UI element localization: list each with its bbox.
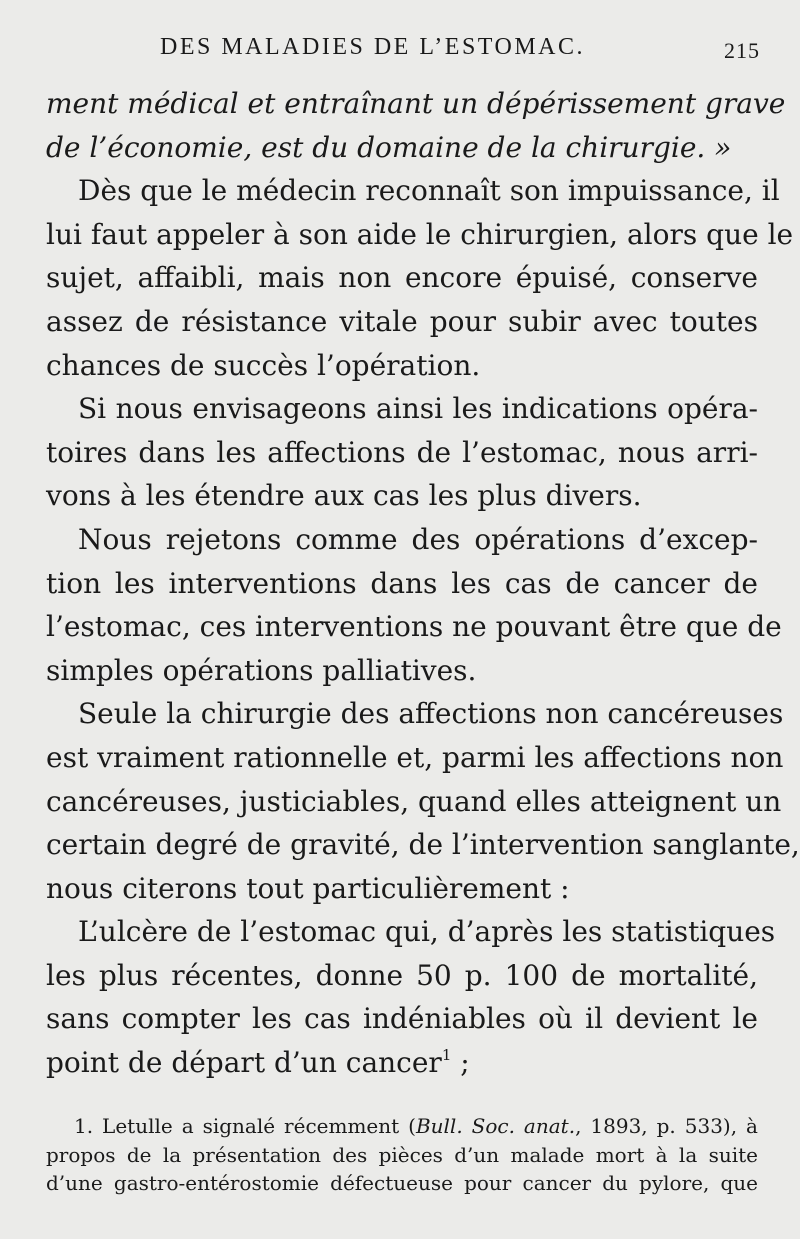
text-line: certain degré de gravité, de l’intervention sanglante, [46, 828, 800, 862]
footnote-line: propos de la présentation des pièces d’un malade mort à la suite [46, 1142, 758, 1167]
page-header [160, 34, 760, 64]
text-line: assez de résistance vitale pour subir avec toutes [46, 304, 758, 338]
footnote-line [46, 1112, 758, 1141]
text-line: L’ulcère de l’estomac qui, d’après les statistiques [78, 915, 776, 949]
text-line: de l’économie, est du domaine de la chirurgie. » [46, 130, 732, 164]
text-line: ment médical et entraînant un dépérissement grave [46, 87, 786, 120]
text-line: Seule la chirurgie des affections non cancéreuses [78, 697, 784, 731]
page-number: 215 [724, 38, 760, 63]
text-line: tion les interventions dans les cas de cancer de [46, 566, 758, 600]
text-line: sans compter les cas indéniables où il devient le [46, 1002, 758, 1036]
footnote-citation: Bull. Soc. anat. [415, 1114, 576, 1138]
text-line: nous citerons tout particulièrement : [46, 871, 570, 905]
text-line: chances de succès l’opération. [46, 348, 481, 382]
text-line: Dès que le médecin reconnaît son impuissance, il [78, 174, 780, 208]
text-line: lui faut appeler à son aide le chirurgien, alors que le [46, 217, 794, 251]
text-line: Si nous envisageons ainsi les indications opéra- [78, 392, 758, 426]
text-line: toires dans les affections de l’estomac, nous arri- [46, 435, 758, 469]
footnote-text: , 1893, p. 533), à [575, 1114, 758, 1138]
text-line: vons à les étendre aux cas les plus divers. [46, 479, 642, 513]
text-line: l’estomac, ces interventions ne pouvant être que de [46, 610, 782, 644]
text-line-final [46, 1041, 758, 1085]
text-line: est vraiment rationnelle et, parmi les affections non [46, 740, 784, 774]
running-title: DES MALADIES DE L’ESTOMAC. [160, 34, 586, 60]
body-text [46, 82, 800, 1085]
text-line: sujet, affaibli, mais non encore épuisé, conserve [46, 261, 758, 295]
line-end-punctuation: ; [451, 1046, 470, 1080]
footnote-line: d’une gastro-entérostomie défectueuse pour cancer du pylore, que [46, 1171, 758, 1195]
footnotes [46, 1112, 758, 1198]
text-line: Nous rejetons comme des opérations d’excep- [78, 522, 758, 556]
text-line: les plus récentes, donne 50 p. 100 de mortalité, [46, 958, 758, 992]
text-line: point de départ d’un cancer [46, 1046, 442, 1080]
footnote-text: 1. Letulle a signalé récemment ( [74, 1114, 416, 1138]
text-line: simples opérations palliatives. [46, 653, 477, 687]
footnote-marker: 1 [441, 1046, 452, 1065]
text-line: cancéreuses, justiciables, quand elles atteignent un [46, 784, 782, 818]
